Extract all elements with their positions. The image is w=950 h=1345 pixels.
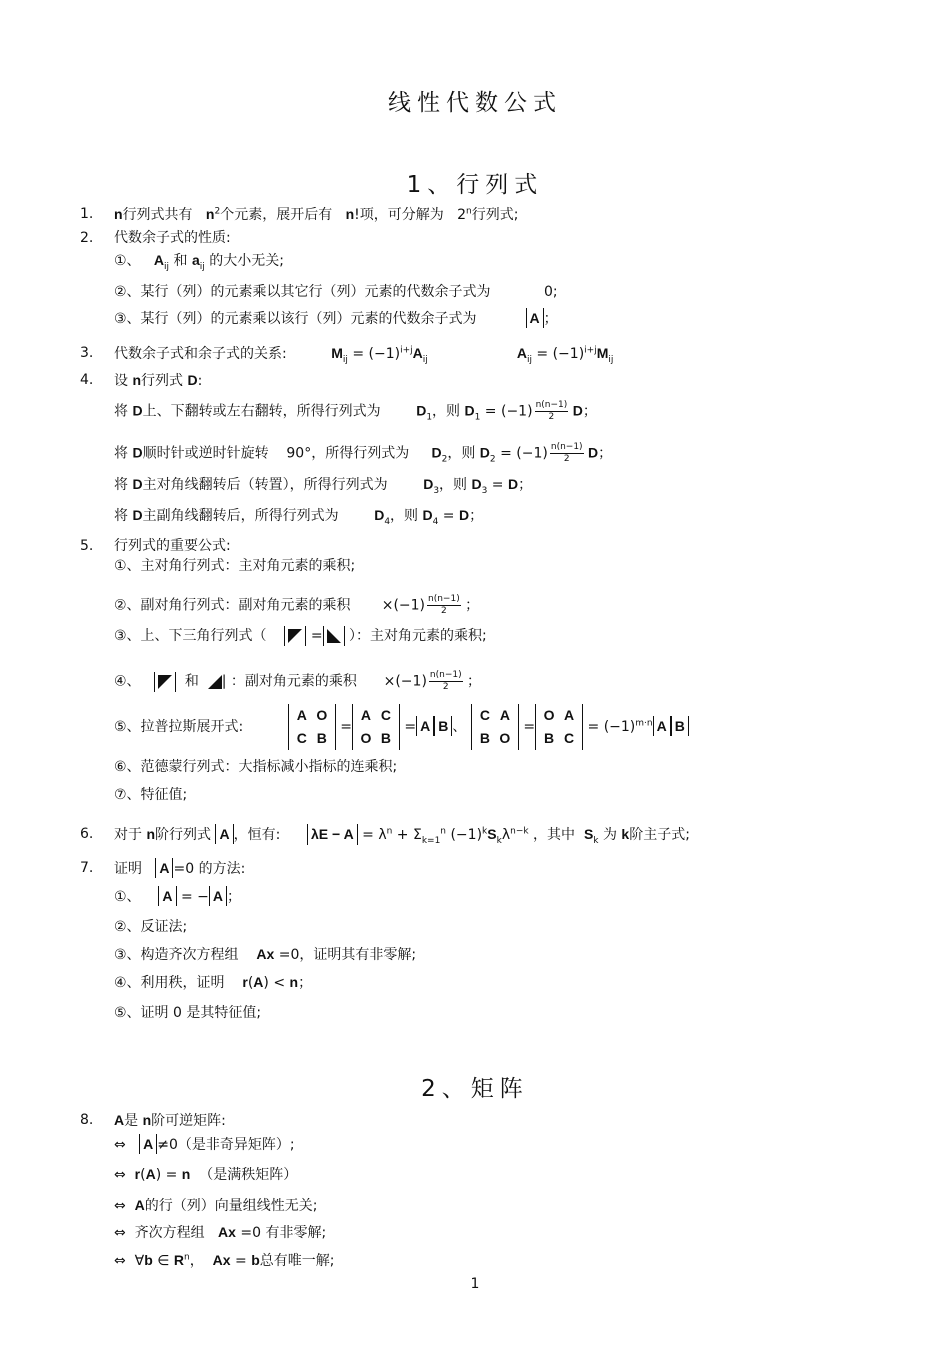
page-number: 1 [470, 1276, 480, 1292]
item-8-5: ⇔ ∀b ∈ $R^n$， Ax = b总有唯一解; [114, 1252, 335, 1269]
item-5-5: ⑤、拉普拉斯展开式: A O C B =A C O B = A B 、 C A B O =O A B $C = (-1)^{m\cdot n}$ A B [114, 704, 689, 750]
item-8-3: ⇔ A的行（列）向量组线性无关; [114, 1197, 318, 1214]
lower-anti-triangle-icon [208, 675, 222, 689]
item-number: 1. [80, 206, 94, 222]
item-8-4: ⇔ 齐次方程组 Ax =0 有非零解; [114, 1224, 327, 1241]
item-7-4: ④、利用秩，证明 r(A) < n； [114, 974, 313, 991]
item-5-6: ⑥、范德蒙行列式：大指标减小指标的连乘积; [114, 759, 398, 775]
item-3: 代数余子式和余子式的关系: $M_{ij} = (-1)^{i+j}A_{ij}$ $A_{ij} = (-1)^{i+j}M_{ij}$ [114, 345, 614, 365]
item-number: 3. [80, 345, 94, 361]
item-5-7: ⑦、特征值; [114, 787, 188, 803]
upper-triangle-icon [288, 629, 302, 643]
item-1: n行列式共有 $n^2$个元素，展开后有 n!项，可分解为 2$^n$行列式; [114, 206, 519, 223]
item-8-2: ⇔ r(A) = n （是满秩矩阵） [114, 1166, 298, 1183]
item-2: 代数余子式的性质: [114, 230, 231, 246]
item-6: 对于 n阶行列式 A ，恒有: $\lambda E - A = \lambda^n + \Sigma_{k=1}^n$ $(-1)^kS_k\lambda^{n-k}$ ，其中 $S_k$ 为 k阶主子式; [114, 826, 690, 846]
item-number: 8. [80, 1112, 94, 1128]
section-title-determinant: 1、行列式 [406, 172, 544, 198]
item-2-1: ①、 $A_{ij}$ 和 $a_{ij}$ 的大小无关; [114, 252, 284, 272]
item-7-1: ①、 A = − A ； [114, 888, 241, 905]
item-5: 行列式的重要公式: [114, 538, 231, 554]
item-7-3: ③、构造齐次方程组 Ax =0，证明其有非零解; [114, 946, 417, 963]
upper-anti-triangle-icon [158, 675, 172, 689]
item-7: 证明 A =0 的方法: [114, 860, 246, 877]
item-2-2: ②、某行（列）的元素乘以其它行（列）元素的代数余子式为 0; [114, 284, 558, 300]
item-number: 5. [80, 538, 94, 554]
document-title: 线性代数公式 [388, 90, 562, 116]
item-2-3: ③、某行（列）的元素乘以该行（列）元素的代数余子式为 A ； [114, 310, 558, 327]
item-5-2: ②、副对角行列式：副对角元素的乘积 ×(−1) $\frac{n(n-1)}{2}$ ； [114, 594, 480, 616]
item-8: A是 n阶可逆矩阵: [114, 1112, 226, 1129]
item-number: 6. [80, 826, 94, 842]
item-5-4: ④、 和 | ：副对角元素的乘积 ×(−1) $\frac{n(n-1)}{2}$ ； [114, 670, 482, 692]
lower-triangle-icon [327, 629, 341, 643]
item-4-2: 将 D顺时针或逆时针旋转 90°，所得行列式为 $D_2$，则 $D_2 = (-1)$ $\frac{n(n-1)}{2}$ D； [114, 442, 613, 465]
item-8-1: ⇔ A ≠0（是非奇异矩阵）; [114, 1136, 295, 1153]
item-5-1: ①、主对角行列式：主对角元素的乘积; [114, 558, 356, 574]
item-4: 设 n行列式 D: [114, 372, 203, 389]
item-5-3: ③、上、下三角行列式（ = ）：主对角元素的乘积; [114, 628, 487, 644]
item-4-4: 将 D主副角线翻转后，所得行列式为 $D_4$，则 $D_4 = D$； [114, 507, 484, 527]
item-7-2: ②、反证法; [114, 919, 188, 935]
section-title-matrix: 2、矩阵 [421, 1076, 529, 1102]
item-7-5: ⑤、证明 0 是其特征值; [114, 1005, 262, 1021]
item-4-1: 将 D上、下翻转或左右翻转，所得行列式为 $D_1$，则 $D_1 = (-1)$ $\frac{n(n-1)}{2}$ D； [114, 400, 597, 423]
item-number: 2. [80, 230, 94, 246]
item-4-3: 将 D主对角线翻转后（转置），所得行列式为 $D_3$，则 $D_3 = D$； [114, 476, 533, 496]
item-number: 7. [80, 860, 94, 876]
item-number: 4. [80, 372, 94, 388]
